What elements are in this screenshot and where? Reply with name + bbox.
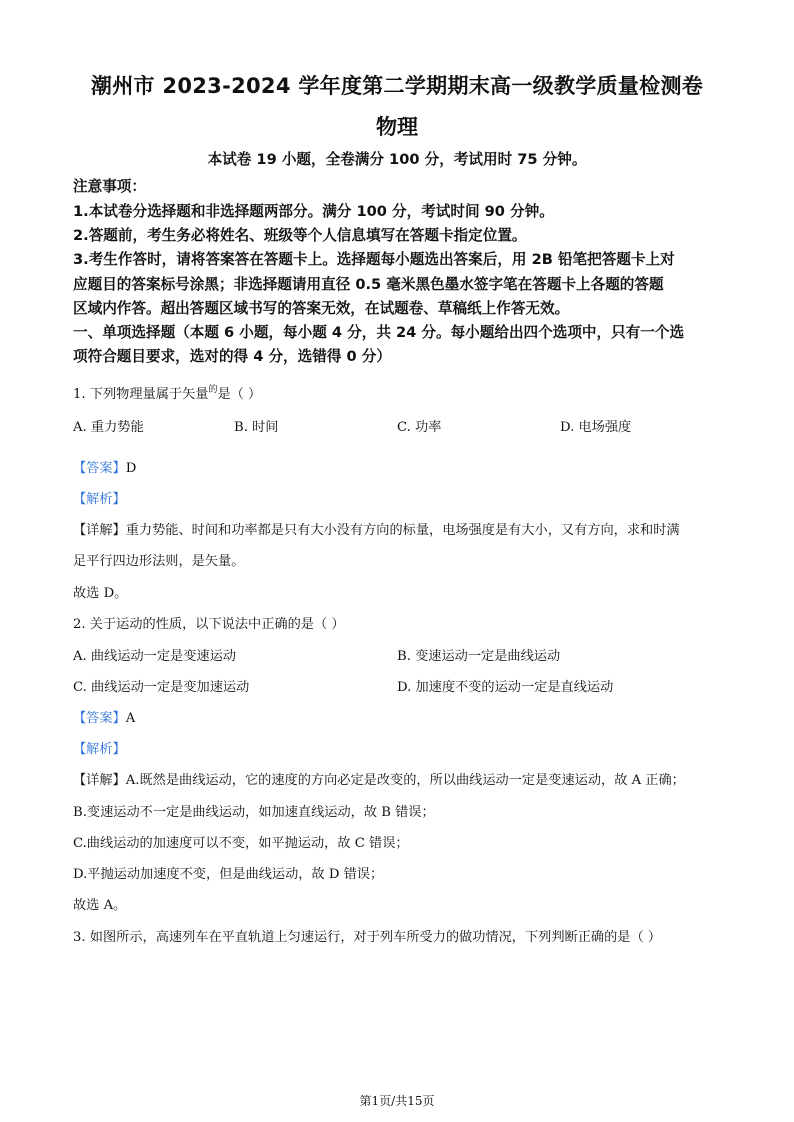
notice-heading: 注意事项： bbox=[73, 178, 146, 195]
question-2-conclusion: 故选 A。 bbox=[73, 898, 127, 913]
question-1-conclusion: 故选 D。 bbox=[73, 586, 128, 601]
question-1-option-a: A. 重力势能 bbox=[73, 420, 144, 435]
question-1-stem bbox=[73, 382, 261, 402]
answer-value: A bbox=[125, 711, 136, 726]
question-2-option-a: A. 曲线运动一定是变速运动 bbox=[73, 649, 236, 664]
question-2-stem: 2. 关于运动的性质，以下说法中正确的是（ ） bbox=[73, 617, 345, 632]
detail-text: D.平抛运动加速度不变，但是曲线运动，故 D 错误； bbox=[73, 867, 384, 882]
section-heading: 项符合题目要求，选对的得 4 分，选错得 0 分） bbox=[73, 348, 391, 365]
subject-title: 物理 bbox=[376, 115, 418, 139]
question-1-option-d: D. 电场强度 bbox=[560, 420, 632, 435]
detail-text: 足平行四边形法则，是矢量。 bbox=[73, 554, 245, 569]
detail-text: A.既然是曲线运动，它的速度的方向必定是改变的，所以曲线运动一定是变速运动，故 A 正确； bbox=[125, 773, 685, 788]
page-number: 第1页/共15页 bbox=[359, 1094, 435, 1108]
notice-line: 2.答题前，考生务必将姓名、班级等个人信息填写在答题卡指定位置。 bbox=[73, 227, 527, 244]
question-1-option-c: C. 功率 bbox=[397, 420, 442, 435]
detail-tag: 【详解】 bbox=[73, 523, 126, 538]
question-1-option-b: B. 时间 bbox=[234, 420, 279, 435]
exam-summary: 本试卷 19 小题，全卷满分 100 分，考试用时 75 分钟。 bbox=[207, 151, 587, 168]
answer-value: D bbox=[125, 461, 137, 476]
detail-text: 重力势能、时间和功率都是只有大小没有方向的标量，电场强度是有大小，又有方向，求和时满 bbox=[125, 523, 680, 538]
question-1-stem-text: 1. 下列物理量属于矢量 bbox=[73, 387, 209, 402]
question-1-detail bbox=[73, 519, 680, 538]
notice-line: 应题目的答案标号涂黑；非选择题请用直径 0.5 毫米黑色墨水签字笔在答题卡上各题的答题 bbox=[73, 276, 664, 293]
detail-tag: 【详解】 bbox=[73, 773, 126, 788]
question-1-stem-tail: 是（ ） bbox=[217, 387, 262, 402]
answer-tag: 【答案】 bbox=[73, 711, 126, 726]
question-1-answer bbox=[73, 457, 136, 476]
question-2-option-c: C. 曲线运动一定是变加速运动 bbox=[73, 680, 250, 695]
question-2-detail bbox=[73, 769, 685, 788]
section-heading: 一、单项选择题（本题 6 小题，每小题 4 分，共 24 分。每小题给出四个选项中，只有一个选 bbox=[73, 324, 685, 341]
detail-text: B.变速运动不一定是曲线运动，如加速直线运动，故 B 错误； bbox=[73, 805, 435, 820]
notice-line: 区域内作答。超出答题区域书写的答案无效，在试题卷、草稿纸上作答无效。 bbox=[73, 300, 570, 317]
detail-text: C.曲线运动的加速度可以不变，如平抛运动，故 C 错误； bbox=[73, 836, 409, 851]
question-1-stem-sup: 的 bbox=[208, 385, 218, 395]
notice-line: 3.考生作答时，请将答案答在答题卡上。选择题每小题选出答案后，用 2B 铅笔把答题卡上对 bbox=[73, 251, 675, 268]
question-2-answer bbox=[73, 707, 135, 726]
answer-tag: 【答案】 bbox=[73, 461, 126, 476]
question-2-option-d: D. 加速度不变的运动一定是直线运动 bbox=[397, 680, 614, 695]
exam-title: 潮州市 2023-2024 学年度第二学期期末高一级教学质量检测卷 bbox=[90, 74, 704, 98]
question-2-option-b: B. 变速运动一定是曲线运动 bbox=[397, 649, 561, 664]
analysis-tag: 【解析】 bbox=[73, 742, 126, 757]
notice-line: 1.本试卷分选择题和非选择题两部分。满分 100 分，考试时间 90 分钟。 bbox=[73, 203, 554, 220]
analysis-tag: 【解析】 bbox=[73, 492, 126, 507]
question-3-stem: 3. 如图所示，高速列车在平直轨道上匀速运行，对于列车所受力的做功情况，下列判断正确的是（ ） bbox=[73, 930, 662, 945]
